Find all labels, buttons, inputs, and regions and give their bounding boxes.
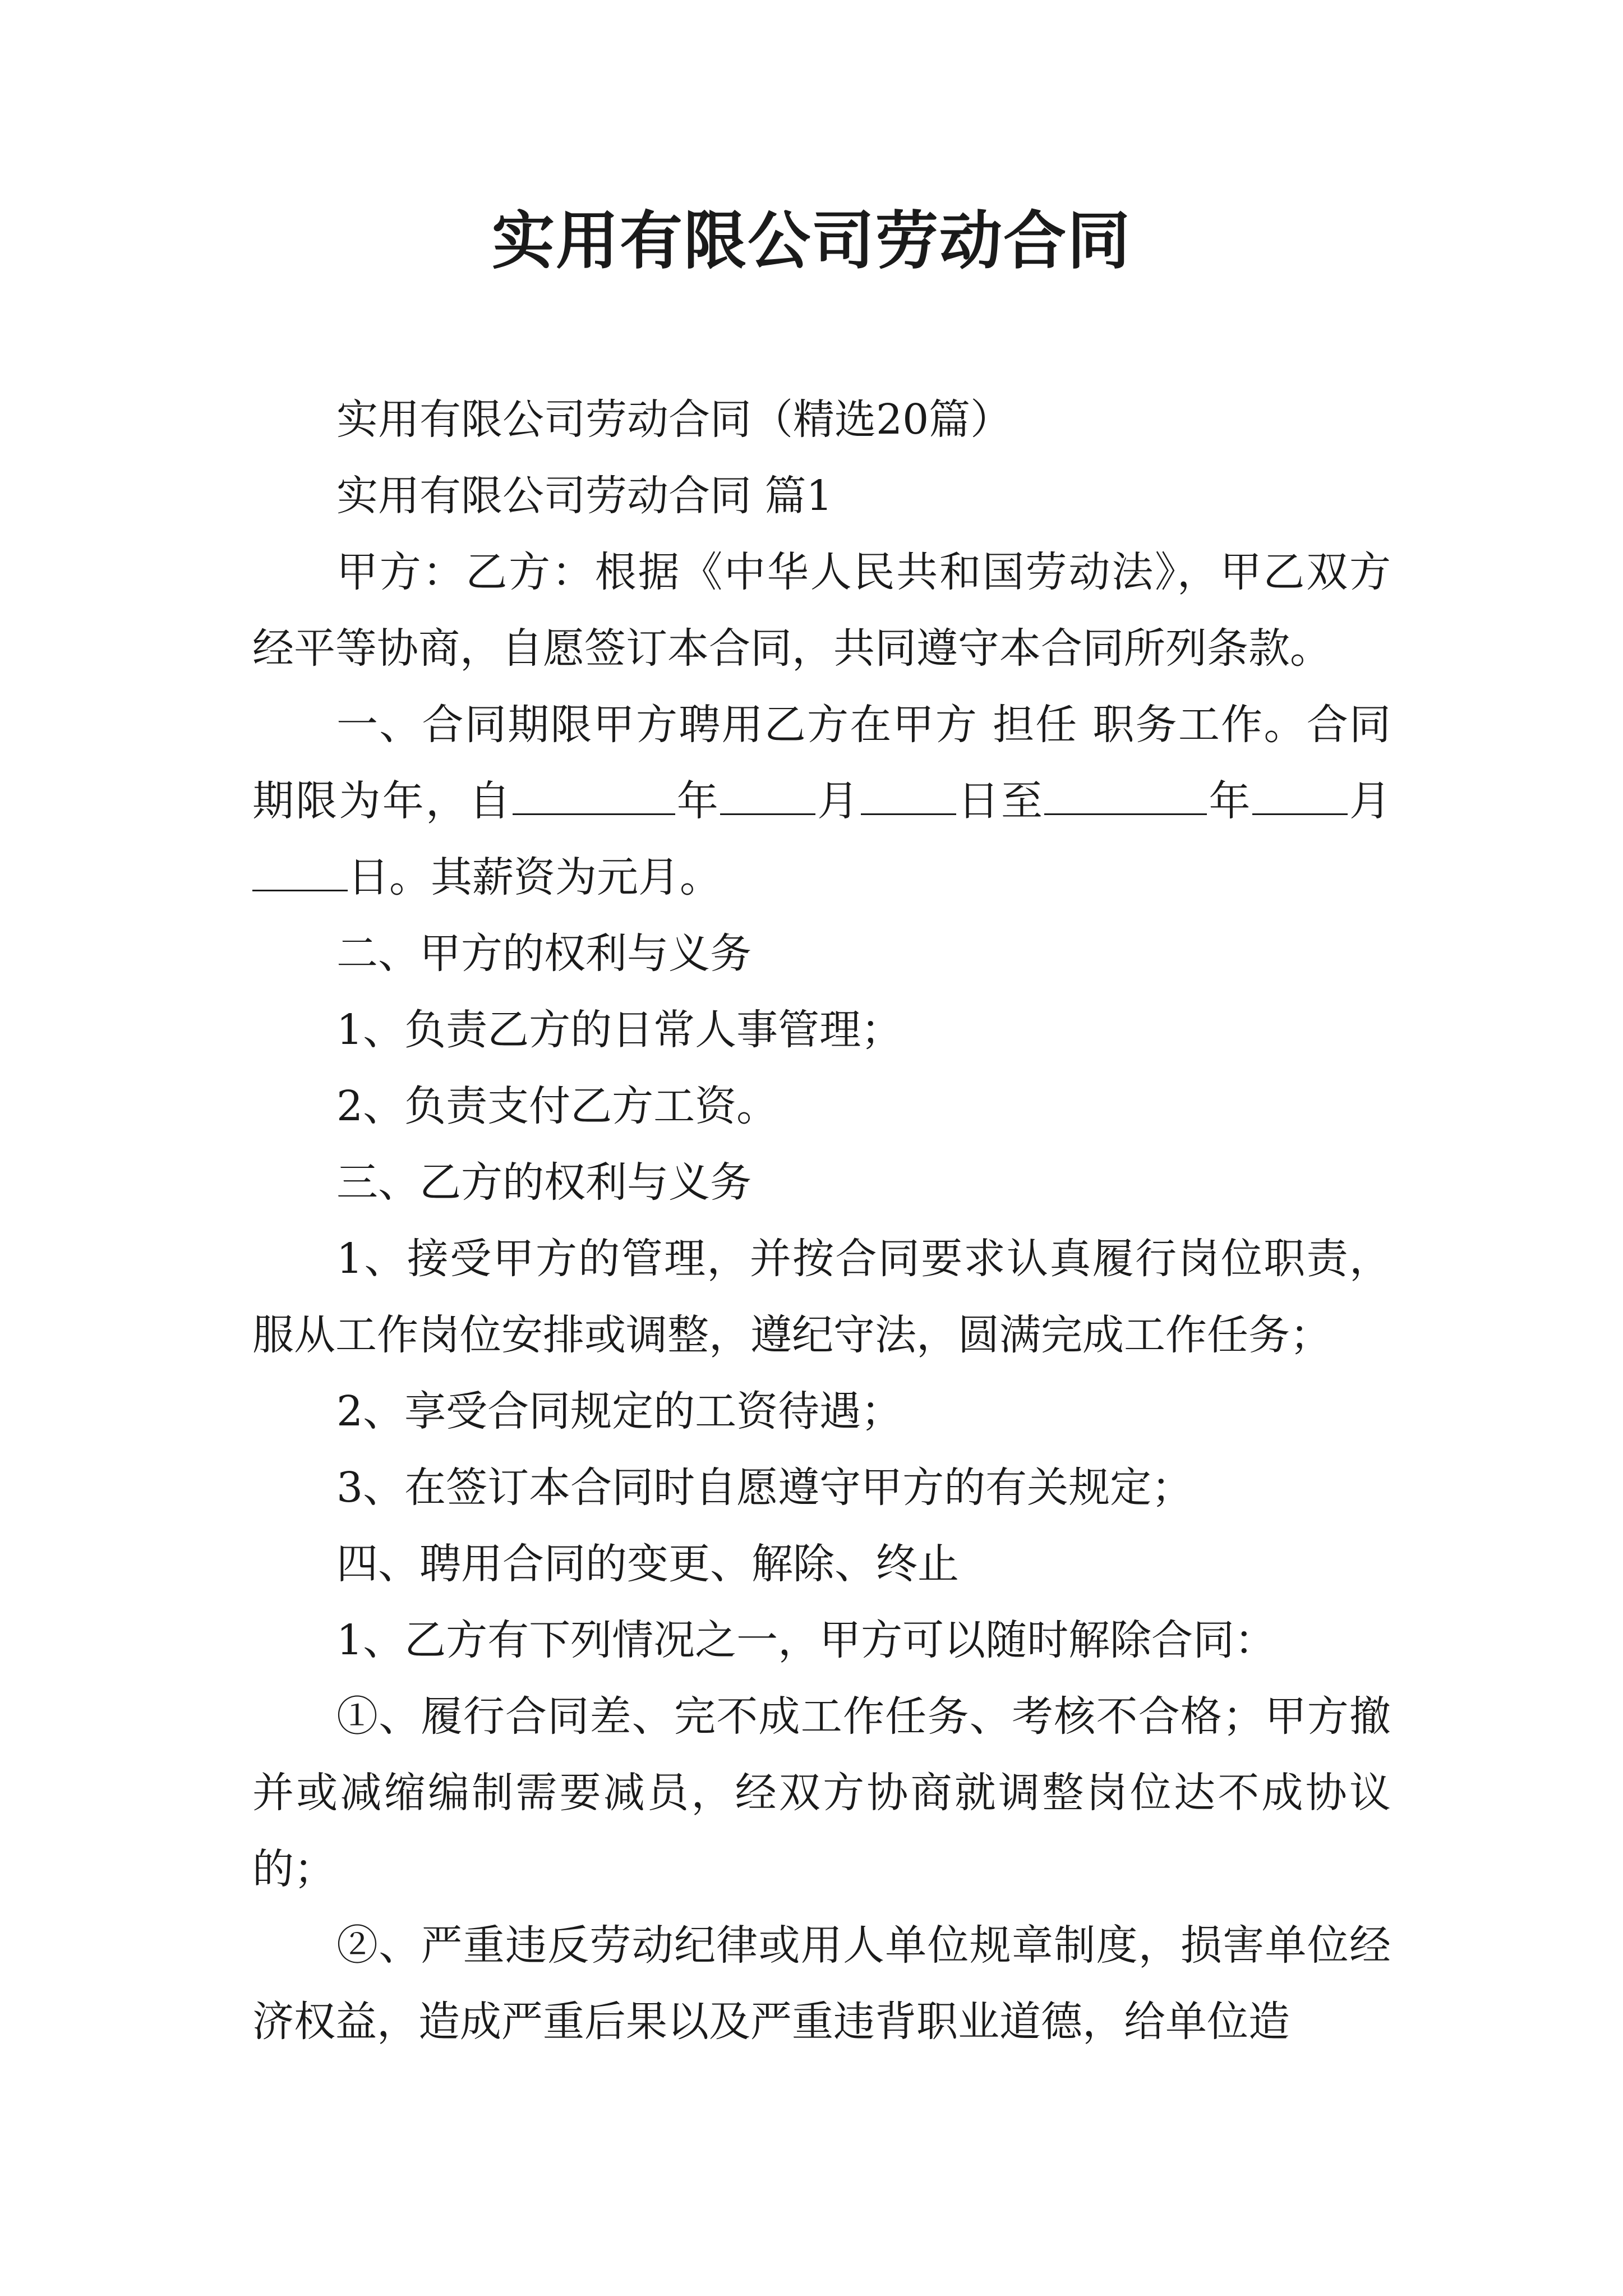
document-title: 实用有限公司劳动合同 bbox=[492, 205, 1131, 278]
paragraph-subtitle: 实用有限公司劳动合同（精选20篇） bbox=[336, 395, 1012, 444]
paragraph-employee-item-2: 2、享受合同规定的工资待遇； bbox=[336, 1387, 903, 1435]
blank-end-year bbox=[1044, 774, 1207, 815]
paragraph-contract-term bbox=[252, 687, 1391, 915]
paragraph-employer-item-1: 1、负责乙方的日常人事管理； bbox=[336, 1006, 903, 1054]
term-tail: 日。其薪资为元月。 bbox=[348, 853, 721, 901]
paragraph-employee-item-3: 3、在签订本合同时自愿遵守甲方的有关规定； bbox=[336, 1464, 1193, 1512]
paragraph-section-heading: 实用有限公司劳动合同 篇1 bbox=[336, 472, 833, 520]
blank-start-day bbox=[861, 774, 956, 815]
term-year-1: 年 bbox=[675, 777, 720, 825]
paragraph-termination-sub-1: ①、履行合同差、完不成工作任务、考核不合格；甲方撤并或减缩编制需要减员，经双方协商就调整岗位达不成协议的； bbox=[252, 1692, 1391, 1893]
paragraph-termination-sub-2: ②、严重违反劳动纪律或用人单位规章制度，损害单位经济权益，造成严重后果以及严重违背职业道德，给单位造 bbox=[252, 1921, 1391, 2046]
blank-start-month bbox=[720, 774, 815, 815]
paragraph-heading-changes: 四、聘用合同的变更、解除、终止 bbox=[336, 1540, 959, 1588]
document-body bbox=[252, 381, 1391, 2060]
paragraph-heading-employee-rights: 三、乙方的权利与义务 bbox=[336, 1158, 751, 1207]
paragraph-parties: 甲方：乙方：根据《中华人民共和国劳动法》，甲乙双方经平等协商，自愿签订本合同，共同遵守本合同所列条款。 bbox=[252, 548, 1391, 673]
term-day-to: 日至 bbox=[956, 777, 1045, 825]
blank-end-day bbox=[252, 850, 348, 891]
paragraph-heading-employer-rights: 二、甲方的权利与义务 bbox=[336, 930, 751, 978]
blank-start-year bbox=[513, 774, 675, 815]
term-month-2: 月 bbox=[1347, 777, 1391, 825]
term-text: 一、合同期限甲方聘用乙方在甲方 担任 职务工作。合同期限为年，自 bbox=[252, 701, 1391, 825]
paragraph-termination-item-1: 1、乙方有下列情况之一，甲方可以随时解除合同： bbox=[336, 1616, 1276, 1664]
paragraph-employee-item-1: 1、接受甲方的管理，并按合同要求认真履行岗位职责，服从工作岗位安排或调整，遵纪守法，圆满完成工作任务； bbox=[252, 1235, 1391, 1359]
term-month-1: 月 bbox=[815, 777, 861, 825]
paragraph-employer-item-2: 2、负责支付乙方工资。 bbox=[336, 1082, 778, 1130]
blank-end-month bbox=[1252, 774, 1348, 815]
term-year-2: 年 bbox=[1207, 777, 1252, 825]
